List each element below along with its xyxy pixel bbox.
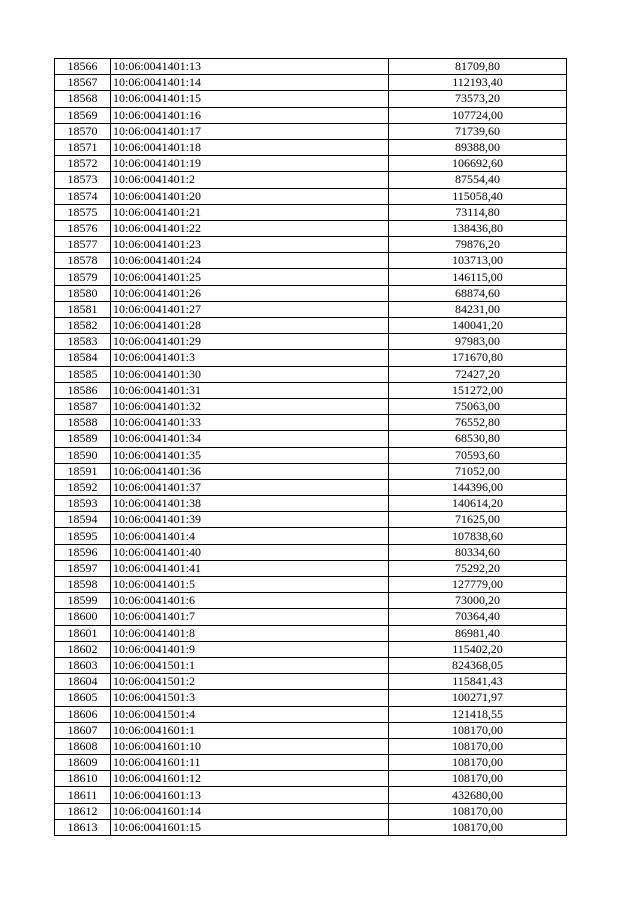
row-number-cell: 18596 <box>55 544 111 560</box>
row-number-cell: 18582 <box>55 318 111 334</box>
table-row <box>55 269 567 285</box>
cadastral-number-cell: 10:06:0041401:41 <box>111 560 389 576</box>
value-cell: 108170,00 <box>389 738 567 754</box>
value-cell: 68874,60 <box>389 285 567 301</box>
row-number-cell: 18578 <box>55 253 111 269</box>
cadastral-number-cell: 10:06:0041401:21 <box>111 204 389 220</box>
table-row <box>55 690 567 706</box>
cadastral-number-cell: 10:06:0041401:39 <box>111 512 389 528</box>
row-number-cell: 18613 <box>55 819 111 835</box>
value-cell: 73000,20 <box>389 593 567 609</box>
table-row <box>55 528 567 544</box>
row-number-cell: 18574 <box>55 188 111 204</box>
row-number-cell: 18593 <box>55 496 111 512</box>
row-number-cell: 18590 <box>55 447 111 463</box>
cadastral-number-cell: 10:06:0041401:35 <box>111 447 389 463</box>
row-number-cell: 18597 <box>55 560 111 576</box>
value-cell: 138436,80 <box>389 220 567 236</box>
table-row <box>55 577 567 593</box>
value-cell: 824368,05 <box>389 657 567 673</box>
cadastral-number-cell: 10:06:0041501:3 <box>111 690 389 706</box>
row-number-cell: 18595 <box>55 528 111 544</box>
cadastral-number-cell: 10:06:0041401:32 <box>111 398 389 414</box>
table-row <box>55 496 567 512</box>
row-number-cell: 18607 <box>55 722 111 738</box>
row-number-cell: 18588 <box>55 415 111 431</box>
value-cell: 121418,55 <box>389 706 567 722</box>
row-number-cell: 18600 <box>55 609 111 625</box>
value-cell: 144396,00 <box>389 479 567 495</box>
table-row <box>55 156 567 172</box>
table-row <box>55 318 567 334</box>
cadastral-number-cell: 10:06:0041401:14 <box>111 75 389 91</box>
cadastral-number-cell: 10:06:0041401:4 <box>111 528 389 544</box>
value-cell: 151272,00 <box>389 382 567 398</box>
table-row <box>55 285 567 301</box>
value-cell: 72427,20 <box>389 366 567 382</box>
value-cell: 112193,40 <box>389 75 567 91</box>
value-cell: 75292,20 <box>389 560 567 576</box>
cadastral-number-cell: 10:06:0041601:15 <box>111 819 389 835</box>
value-cell: 140041,20 <box>389 318 567 334</box>
cadastral-number-cell: 10:06:0041401:30 <box>111 366 389 382</box>
table-row <box>55 301 567 317</box>
table-row <box>55 706 567 722</box>
cadastral-number-cell: 10:06:0041401:26 <box>111 285 389 301</box>
table-row <box>55 819 567 835</box>
value-cell: 76552,80 <box>389 415 567 431</box>
cadastral-number-cell: 10:06:0041401:33 <box>111 415 389 431</box>
cadastral-number-cell: 10:06:0041401:13 <box>111 59 389 75</box>
table-row <box>55 139 567 155</box>
cadastral-number-cell: 10:06:0041401:5 <box>111 577 389 593</box>
table-row <box>55 479 567 495</box>
value-cell: 103713,00 <box>389 253 567 269</box>
value-cell: 84231,00 <box>389 301 567 317</box>
cadastral-number-cell: 10:06:0041401:18 <box>111 139 389 155</box>
cadastral-number-cell: 10:06:0041401:2 <box>111 172 389 188</box>
value-cell: 100271,97 <box>389 690 567 706</box>
table-row <box>55 382 567 398</box>
table-row <box>55 722 567 738</box>
cadastral-number-cell: 10:06:0041401:40 <box>111 544 389 560</box>
value-cell: 108170,00 <box>389 722 567 738</box>
row-number-cell: 18586 <box>55 382 111 398</box>
cadastral-number-cell: 10:06:0041601:10 <box>111 738 389 754</box>
row-number-cell: 18577 <box>55 237 111 253</box>
cadastral-number-cell: 10:06:0041401:37 <box>111 479 389 495</box>
row-number-cell: 18609 <box>55 755 111 771</box>
value-cell: 108170,00 <box>389 803 567 819</box>
value-cell: 70593,60 <box>389 447 567 463</box>
row-number-cell: 18585 <box>55 366 111 382</box>
row-number-cell: 18605 <box>55 690 111 706</box>
value-cell: 115841,43 <box>389 674 567 690</box>
cadastral-number-cell: 10:06:0041401:25 <box>111 269 389 285</box>
cadastral-number-cell: 10:06:0041401:17 <box>111 123 389 139</box>
cadastral-number-cell: 10:06:0041401:36 <box>111 463 389 479</box>
row-number-cell: 18598 <box>55 577 111 593</box>
row-number-cell: 18608 <box>55 738 111 754</box>
cadastral-number-cell: 10:06:0041601:1 <box>111 722 389 738</box>
value-cell: 107724,00 <box>389 107 567 123</box>
row-number-cell: 18602 <box>55 641 111 657</box>
table-row <box>55 75 567 91</box>
cadastral-number-cell: 10:06:0041401:19 <box>111 156 389 172</box>
cadastral-number-cell: 10:06:0041401:29 <box>111 334 389 350</box>
row-number-cell: 18570 <box>55 123 111 139</box>
table-row <box>55 544 567 560</box>
table-row <box>55 674 567 690</box>
value-cell: 87554,40 <box>389 172 567 188</box>
table-body <box>55 59 567 836</box>
value-cell: 106692,60 <box>389 156 567 172</box>
cadastral-number-cell: 10:06:0041601:11 <box>111 755 389 771</box>
row-number-cell: 18573 <box>55 172 111 188</box>
cadastral-number-cell: 10:06:0041401:8 <box>111 625 389 641</box>
row-number-cell: 18603 <box>55 657 111 673</box>
value-cell: 97983,00 <box>389 334 567 350</box>
row-number-cell: 18569 <box>55 107 111 123</box>
row-number-cell: 18611 <box>55 787 111 803</box>
value-cell: 75063,00 <box>389 398 567 414</box>
value-cell: 71625,00 <box>389 512 567 528</box>
value-cell: 127779,00 <box>389 577 567 593</box>
row-number-cell: 18566 <box>55 59 111 75</box>
table-row <box>55 593 567 609</box>
table-row <box>55 188 567 204</box>
row-number-cell: 18579 <box>55 269 111 285</box>
row-number-cell: 18599 <box>55 593 111 609</box>
cadastral-number-cell: 10:06:0041401:22 <box>111 220 389 236</box>
row-number-cell: 18594 <box>55 512 111 528</box>
value-cell: 432680,00 <box>389 787 567 803</box>
value-cell: 79876,20 <box>389 237 567 253</box>
row-number-cell: 18571 <box>55 139 111 155</box>
row-number-cell: 18576 <box>55 220 111 236</box>
data-table <box>54 58 567 836</box>
table-row <box>55 431 567 447</box>
row-number-cell: 18587 <box>55 398 111 414</box>
cadastral-number-cell: 10:06:0041401:20 <box>111 188 389 204</box>
table-row <box>55 641 567 657</box>
cadastral-number-cell: 10:06:0041401:27 <box>111 301 389 317</box>
row-number-cell: 18589 <box>55 431 111 447</box>
table-row <box>55 107 567 123</box>
cadastral-number-cell: 10:06:0041601:13 <box>111 787 389 803</box>
row-number-cell: 18592 <box>55 479 111 495</box>
row-number-cell: 18583 <box>55 334 111 350</box>
cadastral-number-cell: 10:06:0041401:34 <box>111 431 389 447</box>
row-number-cell: 18606 <box>55 706 111 722</box>
table-row <box>55 253 567 269</box>
value-cell: 81709,80 <box>389 59 567 75</box>
value-cell: 68530,80 <box>389 431 567 447</box>
value-cell: 108170,00 <box>389 755 567 771</box>
table-row <box>55 609 567 625</box>
value-cell: 73114,80 <box>389 204 567 220</box>
cadastral-number-cell: 10:06:0041601:12 <box>111 771 389 787</box>
table-row <box>55 204 567 220</box>
row-number-cell: 18580 <box>55 285 111 301</box>
cadastral-number-cell: 10:06:0041501:1 <box>111 657 389 673</box>
row-number-cell: 18612 <box>55 803 111 819</box>
value-cell: 71739,60 <box>389 123 567 139</box>
table-row <box>55 447 567 463</box>
table-row <box>55 787 567 803</box>
table-row <box>55 350 567 366</box>
table-row <box>55 657 567 673</box>
table-row <box>55 123 567 139</box>
cadastral-number-cell: 10:06:0041401:6 <box>111 593 389 609</box>
table-row <box>55 334 567 350</box>
cadastral-number-cell: 10:06:0041601:14 <box>111 803 389 819</box>
row-number-cell: 18584 <box>55 350 111 366</box>
cadastral-number-cell: 10:06:0041401:7 <box>111 609 389 625</box>
cadastral-number-cell: 10:06:0041401:23 <box>111 237 389 253</box>
cadastral-number-cell: 10:06:0041401:3 <box>111 350 389 366</box>
value-cell: 107838,60 <box>389 528 567 544</box>
cadastral-number-cell: 10:06:0041401:31 <box>111 382 389 398</box>
table-row <box>55 237 567 253</box>
table-row <box>55 463 567 479</box>
table-row <box>55 220 567 236</box>
value-cell: 171670,80 <box>389 350 567 366</box>
value-cell: 86981,40 <box>389 625 567 641</box>
table-row <box>55 59 567 75</box>
row-number-cell: 18568 <box>55 91 111 107</box>
value-cell: 89388,00 <box>389 139 567 155</box>
cadastral-number-cell: 10:06:0041501:2 <box>111 674 389 690</box>
row-number-cell: 18610 <box>55 771 111 787</box>
table-row <box>55 755 567 771</box>
table-row <box>55 560 567 576</box>
table-row <box>55 415 567 431</box>
table-row <box>55 91 567 107</box>
table-row <box>55 398 567 414</box>
table-row <box>55 625 567 641</box>
row-number-cell: 18601 <box>55 625 111 641</box>
row-number-cell: 18591 <box>55 463 111 479</box>
table-row <box>55 512 567 528</box>
table-row <box>55 172 567 188</box>
value-cell: 80334,60 <box>389 544 567 560</box>
table-row <box>55 771 567 787</box>
cadastral-number-cell: 10:06:0041401:28 <box>111 318 389 334</box>
value-cell: 71052,00 <box>389 463 567 479</box>
value-cell: 140614,20 <box>389 496 567 512</box>
cadastral-number-cell: 10:06:0041401:24 <box>111 253 389 269</box>
value-cell: 70364,40 <box>389 609 567 625</box>
value-cell: 108170,00 <box>389 771 567 787</box>
cadastral-number-cell: 10:06:0041501:4 <box>111 706 389 722</box>
row-number-cell: 18567 <box>55 75 111 91</box>
table-row <box>55 366 567 382</box>
cadastral-number-cell: 10:06:0041401:16 <box>111 107 389 123</box>
value-cell: 146115,00 <box>389 269 567 285</box>
row-number-cell: 18581 <box>55 301 111 317</box>
row-number-cell: 18604 <box>55 674 111 690</box>
cadastral-number-cell: 10:06:0041401:38 <box>111 496 389 512</box>
value-cell: 115402,20 <box>389 641 567 657</box>
table-row <box>55 803 567 819</box>
cadastral-number-cell: 10:06:0041401:9 <box>111 641 389 657</box>
row-number-cell: 18572 <box>55 156 111 172</box>
value-cell: 108170,00 <box>389 819 567 835</box>
table-row <box>55 738 567 754</box>
value-cell: 115058,40 <box>389 188 567 204</box>
value-cell: 73573,20 <box>389 91 567 107</box>
row-number-cell: 18575 <box>55 204 111 220</box>
cadastral-number-cell: 10:06:0041401:15 <box>111 91 389 107</box>
